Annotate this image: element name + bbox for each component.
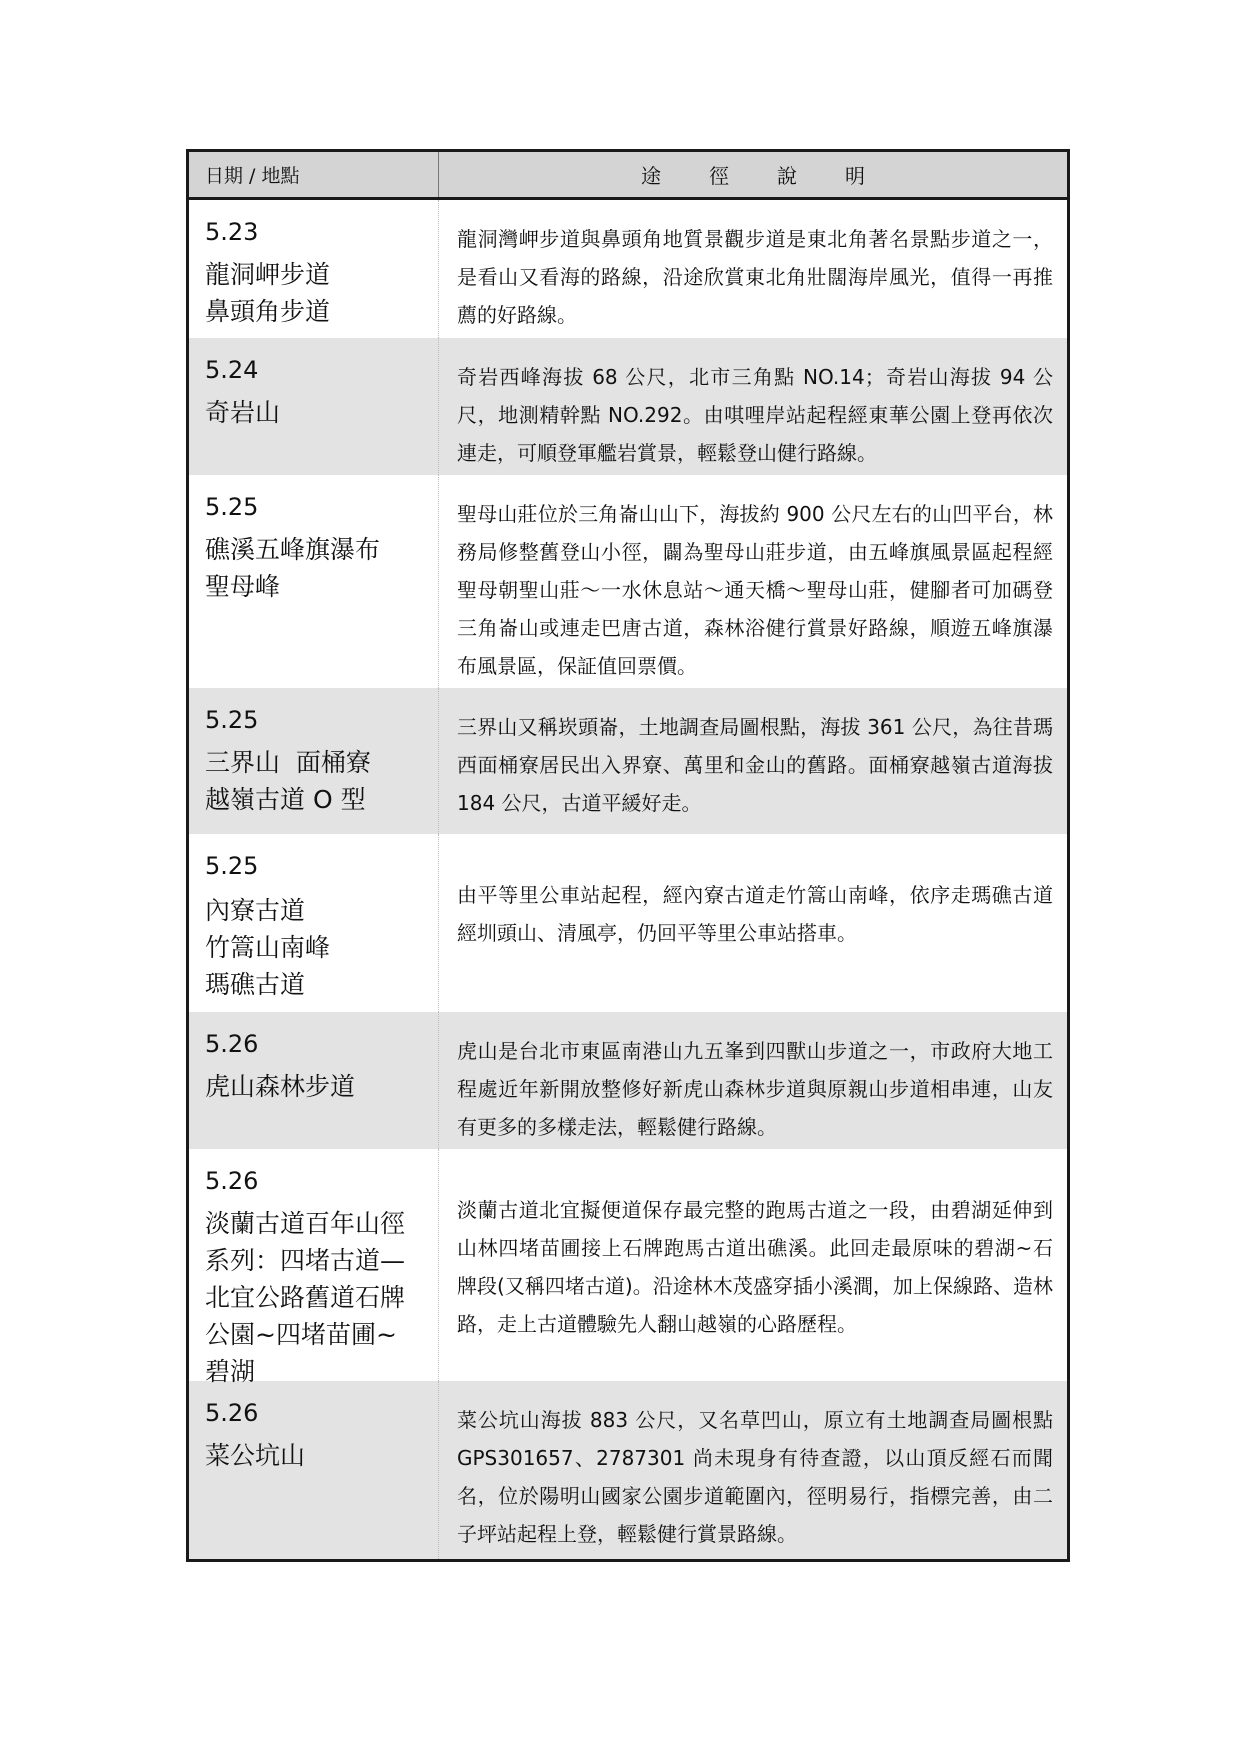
row-place: 鼻頭角步道: [205, 297, 331, 326]
row-place: 越嶺古道 O 型: [205, 785, 366, 814]
row-place: 淡蘭古道百年山徑: [205, 1209, 406, 1238]
row-description: 龍洞灣岬步道與鼻頭角地質景觀步道是東北角著名景點步道之一，是看山又看海的路線，沿途欣賞東北角壯闊海岸風光，值得一再推薦的好路線。: [457, 227, 1053, 327]
table-row: [189, 1012, 1067, 1149]
row-description: 菜公坑山海拔 883 公尺，又名草凹山，原立有土地調查局圖根點 GPS301657、2787301 尚未現身有待查證，以山頂反經石而聞名，位於陽明山國家公園步道範圍內，徑明易行，指標完善，由二子坪站起程上登，輕鬆健行賞景路線。: [457, 1408, 1053, 1546]
row-date: 5.26: [205, 1167, 259, 1195]
row-description: 三界山又稱崁頭崙，土地調查局圖根點，海拔 361 公尺，為往昔瑪西面桶寮居民出入界寮、萬里和金山的舊路。面桶寮越嶺古道海拔 184 公尺，古道平緩好走。: [457, 715, 1053, 815]
row-date: 5.25: [205, 852, 259, 880]
table-row: [189, 200, 1067, 338]
row-place: 礁溪五峰旗瀑布: [205, 535, 381, 564]
table-row: [189, 834, 1067, 1012]
row-date: 5.23: [205, 218, 259, 246]
row-place: 奇岩山: [205, 398, 281, 427]
row-date: 5.26: [205, 1030, 259, 1058]
row-place: 聖母峰: [205, 572, 281, 601]
row-description: 聖母山莊位於三角崙山山下，海拔約 900 公尺左右的山凹平台，林務局修整舊登山小徑，闢為聖母山莊步道，由五峰旗風景區起程經聖母朝聖山莊～一水休息站～通天橋～聖母山莊，健腳者可加碼登三角崙山或連走巴唐古道，森林浴健行賞景好路線，順遊五峰旗瀑布風景區，保証值回票價。: [457, 502, 1053, 678]
row-place: 龍洞岬步道: [205, 260, 331, 289]
table-row: [189, 475, 1067, 688]
row-place: 內寮古道: [205, 896, 306, 925]
row-date: 5.25: [205, 706, 259, 734]
row-description: 奇岩西峰海拔 68 公尺，北市三角點 NO.14；奇岩山海拔 94 公尺，地測精幹點 NO.292。由唭哩岸站起程經東華公園上登再依次連走，可順登軍艦岩賞景，輕鬆登山健行路線。: [457, 365, 1053, 465]
row-place: 系列：四堵古道—: [205, 1246, 406, 1275]
row-date: 5.26: [205, 1399, 259, 1427]
row-place: 三界山 面桶寮: [205, 748, 371, 777]
itinerary-table: [186, 149, 1070, 1562]
row-date: 5.25: [205, 493, 259, 521]
header-description: 途徑說明: [641, 164, 913, 188]
row-place: 北宜公路舊道石牌: [205, 1283, 406, 1312]
row-place: 菜公坑山: [205, 1441, 306, 1470]
header-date-place: 日期 / 地點: [189, 152, 439, 197]
row-place: 瑪礁古道: [205, 970, 306, 999]
row-place: 公園~四堵苗圃~: [205, 1320, 397, 1349]
row-description: 由平等里公車站起程，經內寮古道走竹篙山南峰，依序走瑪礁古道經圳頭山、清風亭，仍回平等里公車站搭車。: [457, 883, 1053, 945]
table-row: [189, 338, 1067, 475]
row-place: 碧湖: [205, 1357, 256, 1386]
table-header: [189, 152, 1067, 200]
row-description: 淡蘭古道北宜擬便道保存最完整的跑馬古道之一段，由碧湖延伸到山林四堵苗圃接上石牌跑馬古道出礁溪。此回走最原味的碧湖~石牌段(又稱四堵古道)。沿途林木茂盛穿插小溪澗，加上保線路、造林路，走上古道體驗先人翻山越嶺的心路歷程。: [457, 1198, 1053, 1336]
row-date: 5.24: [205, 356, 259, 384]
table-row: [189, 1381, 1067, 1559]
table-row: [189, 1149, 1067, 1386]
row-place: 竹篙山南峰: [205, 933, 331, 962]
row-place: 虎山森林步道: [205, 1072, 356, 1101]
table-row: [189, 688, 1067, 834]
row-description: 虎山是台北市東區南港山九五峯到四獸山步道之一，市政府大地工程處近年新開放整修好新虎山森林步道與原親山步道相串連，山友有更多的多樣走法，輕鬆健行路線。: [457, 1039, 1053, 1139]
